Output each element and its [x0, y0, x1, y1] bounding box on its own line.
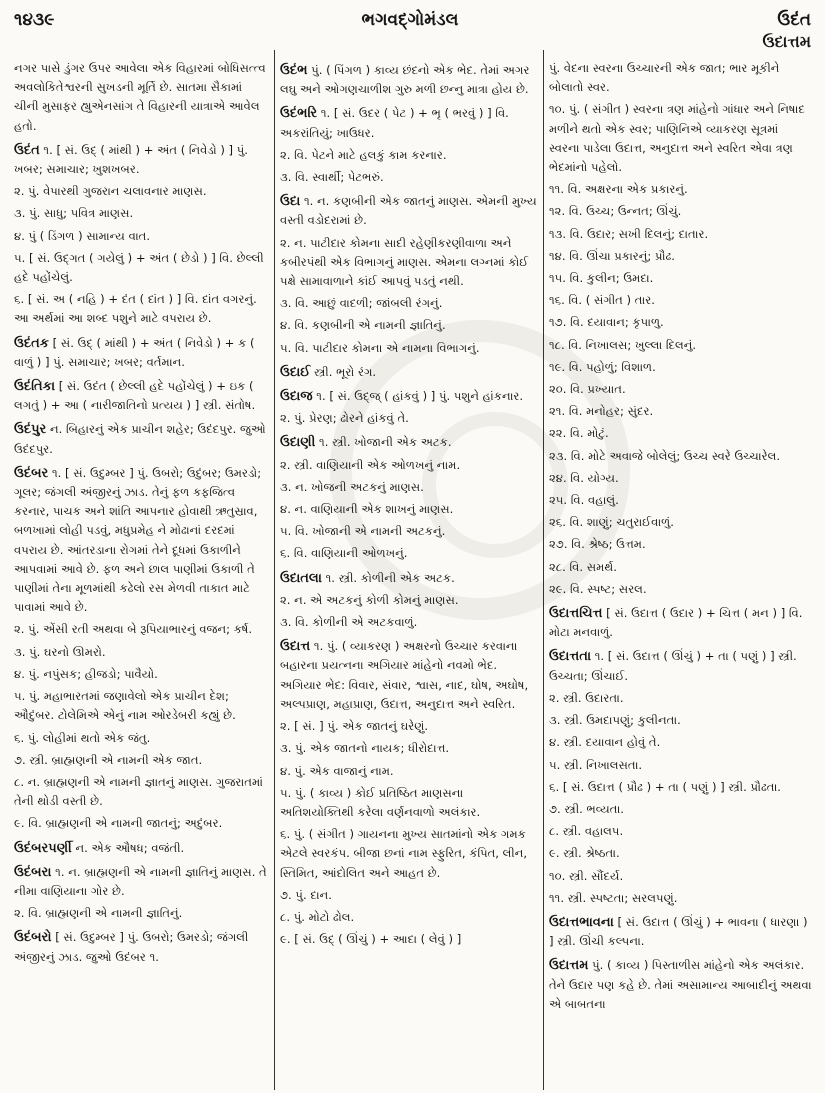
headword: ઉદંબરપર્ણી — [14, 840, 72, 856]
definition-text: ૧. સ્ત્રી. કોળીની એક અટક. — [325, 570, 455, 585]
definition-text: ૬. પું. લોહીમાં થતો એક જંતુ. — [14, 730, 151, 745]
definition-text: ૯. સ્ત્રી. શ્રેષ્ઠતા. — [549, 846, 620, 861]
headword: ઉદાણી — [280, 435, 316, 451]
entry-sense — [549, 180, 812, 199]
headword: ઉદંતક — [14, 335, 49, 351]
definition-text: ૧. [ સં. ઉદુમ્બર ] પું. ઉબરો; ઉદુંબર; ઉમરડો; ગૂલર; જંગલી અંજીરનું ઝાડ. તેનું ફળ કફજિત્વ કરનાર, પાચક અને શાંતિ આપનાર હોવાથી ઋતુસ્રાવ, બળખામાં લોહી પડવું, મધુપ્રમેહ ને મોઢાનાં દરદમાં વપરાય છે. આંતરડાના રોગમાં તેને દૂધમાં ઉકાળીને આપવામાં આવે છે. ફળ અને છાલ પાણીમાં ઉકાળી તે પાણીમાં તેના મૂળમાંથી કઢેલો રસ મેળવી તાકાત માટે પાવામાં આવે છે. — [14, 465, 262, 615]
headword: ઉદાત્ત — [280, 639, 311, 655]
dictionary-entry — [14, 420, 270, 458]
entry-sense — [14, 904, 270, 923]
definition-text: ૧. [ સં. ઉદ્ ( માંથી ) + અંત ( નિવેડો ) ] પું. ખબર; સમાચાર; ખુશખબર. — [14, 142, 248, 177]
dictionary-entry — [280, 387, 538, 406]
definition-text: ન. એક ઔષધ; વજંતી. — [75, 840, 185, 855]
definition-text: ૨૦. વિ. પ્રખ્યાત. — [549, 382, 626, 397]
definition-text: ૪. પું. નપુંસક; હીજડો; પાવૈયો. — [14, 666, 158, 681]
entry-sense — [280, 717, 538, 736]
entry-sense — [549, 59, 812, 97]
dictionary-entry — [549, 956, 812, 1014]
entry-sense — [280, 500, 538, 519]
dictionary-entry — [280, 637, 538, 714]
definition-text: ૧. ન. બ્રાહ્મણની એ નામની જ્ઞાતિનું માણસ. તે નીમા વાણિયાના ગોર છે. — [14, 864, 267, 898]
entry-sense — [14, 665, 270, 684]
definition-text: ૨. સ્ત્રી. ઉદારતા. — [549, 690, 624, 705]
entry-sense — [14, 751, 270, 770]
definition-text: ૨. ન. પાટીદાર કોમના સાદી રહેણીકરણીવાળા અને કબીરપંથી એક વિભાગનું માણસ. એમના લગ્નમાં કોઈ પક્ષે સામાવાળાને કાંઈ આપવું પડતું નથી. — [280, 235, 529, 289]
definition-text: ૬. વિ. વાણિયાની ઓળખનું. — [280, 546, 408, 561]
headword: ઉદાત્તચિત્ત — [549, 606, 603, 622]
entry-sense — [549, 469, 812, 488]
definition-text: ૧. સ્ત્રી. ખોજાની એક અટક. — [319, 435, 452, 450]
dictionary-entry — [280, 433, 538, 452]
definition-text: ૧૬. વિ. ( સંગીત ) તાર. — [549, 293, 655, 308]
definition-text: ૨૮. વિ. સમર્થ. — [549, 559, 617, 574]
dictionary-entry — [549, 604, 812, 642]
dictionary-entry — [14, 141, 270, 179]
entry-sense — [549, 800, 812, 819]
definition-text: ૨૬. વિ. શાણું; ચતુરાઈવાળું. — [549, 515, 674, 530]
entry-sense — [280, 339, 538, 358]
definition-text: ૧૨. વિ. ઉચ્ચ; ઉન્નત; ઊંચું. — [549, 204, 682, 219]
definition-text: ન. બિહારનું એક પ્રાચીન શહેર; ઉદંદપુર. જુઓ ઉદંદપુર. — [14, 422, 266, 456]
entry-sense — [280, 825, 538, 883]
dictionary-entry — [14, 928, 270, 966]
entry-sense — [14, 204, 270, 223]
definition-text: ૬. [ સં. ઉદાત્ત ( પ્રૌઢ ) + તા ( પણું ) ] સ્ત્રી. પ્રૌઢતા. — [549, 779, 781, 794]
entry-sense — [549, 402, 812, 421]
definition-text: ૧૦. સ્ત્રી. સૌંદર્ય. — [549, 868, 624, 883]
definition-text: ૮. ન. બ્રાહ્મણની એ નામની જ્ઞાતનું માણસ. ગુજરાતમાં તેની થોડી વસ્તી છે. — [14, 774, 263, 809]
definition-text: ૮. પું. મોટો ઢોલ. — [280, 909, 355, 924]
definition-text: ૪. વિ. કણબીની એ નામની જ્ઞાતિનું. — [280, 318, 446, 333]
definition-text: ૨. પું. એંસી રતી અથવા બે રૂપિયાભારનું વજન; કર્ષ. — [14, 622, 253, 637]
definition-text: ૩. ન. ખોજની અટકનું માણસ. — [280, 479, 424, 494]
entry-sense — [549, 380, 812, 399]
dictionary-entry — [280, 363, 538, 382]
entry-sense — [14, 773, 270, 811]
entry-sense — [280, 591, 538, 610]
column-2 — [280, 56, 538, 1090]
page-title: ભગવદ્ગોમંડલ — [361, 10, 459, 30]
definition-text: ૨૯. વિ. સ્પષ્ટ; સરલ. — [549, 581, 647, 596]
definition-text: ૧. [ સં. ઉદાત્ત ( ઊંચું ) + તા ( પણું ) ] સ્ત્રી. ઉચ્ચતા; ઊંચાઈ. — [549, 649, 797, 683]
entry-sense — [280, 784, 538, 822]
definition-text: ૧૦. પું. ( સંગીત ) સ્વરના ત્રણ માંહેનો ગાંધાર અને નિષાદ મળીને થતો એક સ્વર; પાણિનિએ વ્યાકરણ સૂત્રમાં સ્વરના પાડેલા ઉદાત્ત, અનુદાત્ત અને સ્વરિત એવા ત્રણ ભેદમાંનો પહેલો. — [549, 102, 805, 175]
entry-sense — [280, 168, 538, 187]
definition-text: ૪. ન. વાણિયાની એક શાખનું માણસ. — [280, 502, 454, 517]
definition-text: ૨. સ્ત્રી. વાણિયાની એક ઓળખનું નામ. — [280, 457, 461, 472]
dictionary-entry — [549, 913, 812, 951]
entry-sense — [14, 643, 270, 662]
entry-sense — [14, 249, 270, 287]
entry-sense — [549, 336, 812, 355]
definition-text: ૩. વિ. આછું વાદળી; જાંબલી રંગનું. — [280, 296, 443, 311]
dictionary-entry — [14, 377, 270, 415]
entry-sense — [549, 778, 812, 797]
entry-sense — [549, 225, 812, 244]
page-header — [0, 0, 825, 58]
entry-sense — [280, 930, 538, 949]
definition-text: ૧૧. વિ. અક્ષરના એક પ્રકારનું. — [549, 182, 688, 197]
entry-sense — [14, 729, 270, 748]
headword: ઉદંભ — [280, 63, 308, 78]
entry-sense — [549, 535, 812, 554]
entry-sense — [280, 886, 538, 905]
definition-text: ૬. પું. ( સંગીત ) ગાયનના મુખ્ય સાતમાંનો એક ગમક એટલે સ્વરકંપ. બીજા છનાં નામ સ્ફુરિત, કંપિત, લીન, સ્તિમિત, આંદોલિત અને આહત છે. — [280, 827, 528, 880]
definition-text: ૧૯. વિ. પહોળું; વિશાળ. — [549, 359, 656, 374]
entry-sense — [549, 100, 812, 177]
definition-text: ૧. [ સં. ઉદર ( પેટ ) + ભૃ ( ભરવું ) ] વિ. અકરાંતિયું; ખાઉધર. — [280, 106, 509, 140]
definition-text: ૫. વિ. પાટીદાર કોમના એ નામના વિભાગનું. — [280, 340, 480, 355]
entry-sense — [280, 908, 538, 927]
definition-text: [ સં. ઉદુમ્બર ] પું. ઉબરો; ઉમરડો; જંગલી અંજીરનું ઝાડ. જુઓ ઉદંબર ૧. — [14, 930, 249, 964]
definition-text: ૧૮. વિ. નિખાલસ; ખુલ્લા દિલનું. — [549, 337, 697, 352]
definition-text: ૨૫. વિ. વહાલું. — [549, 493, 619, 508]
entry-sense — [549, 867, 812, 886]
entry-sense — [549, 291, 812, 310]
column-3 — [549, 56, 812, 1090]
definition-text: ૧૪. વિ. ઊંચા પ્રકારનું; પ્રૌઢ. — [549, 248, 675, 263]
definition-text: નગર પાસે ડુંગર ઉપર આવેલા એક વિહારમાં બોધિસત્ત્વ અવલોકિતેશ્વરની સુખડની મૂર્તિ છે. સાતમા સૈકામાં ચીની મુસાફર હ્યુએનસાંગ તે વિહારની યાત્રાએ આવેલ હતો. — [14, 61, 266, 133]
entry-sense — [280, 544, 538, 563]
page-number: ૧૪૩૯ — [14, 10, 55, 30]
definition-text: ૨. પું. પ્રેરણ; ઢોરને હાંકવું તે. — [280, 411, 409, 426]
entry-sense — [280, 613, 538, 632]
definition-text: ૨૭. વિ. શ્રેષ્ઠ; ઉત્તમ. — [549, 537, 646, 552]
definition-text: ૨. વિ. બ્રાહ્મણની એ નામની જ્ઞાતિનું. — [14, 906, 183, 921]
headword: ઉદંબરો — [14, 930, 52, 946]
definition-text: ૭. પું. દાન. — [280, 887, 332, 902]
entry-sense — [280, 294, 538, 313]
entry-sense — [549, 447, 812, 466]
entry-sense — [549, 313, 812, 332]
entry-sense — [280, 146, 538, 165]
entry-sense — [280, 456, 538, 475]
dictionary-entry — [14, 839, 270, 858]
entry-sense — [549, 822, 812, 841]
entry-sense — [14, 687, 270, 725]
headword: ઉદંબર — [14, 465, 49, 481]
definition-text: ૧. ન. કણબીની એક જાતનું માણસ. એમની મુખ્ય વસ્તી વડોદરામાં છે. — [280, 194, 537, 228]
definition-text: ૩. પું. ઘરનો ઊમરો. — [14, 644, 106, 659]
definition-text: ૯. [ સં. ઉદ્ ( ઊંચું ) + આદા ( લેવું ) ] — [280, 932, 462, 947]
definition-text: ૨૧. વિ. મનોહર; સુંદર. — [549, 404, 654, 419]
guide-word-secondary: ઉદાત્તમ — [762, 32, 811, 51]
definition-text: ૭. સ્ત્રી. ભવ્યતા. — [549, 801, 624, 816]
entry-sense — [280, 234, 538, 292]
definition-text: ૫. સ્ત્રી. નિખાલસતા. — [549, 757, 643, 772]
headword: ઉદાઈ — [280, 364, 311, 380]
dictionary-entry — [14, 863, 270, 901]
dictionary-entry — [280, 192, 538, 230]
definition-text: [ સં. ઉદાત્ત ( ઊંચું ) + ભાવના ( ધારણા ) ] સ્ત્રી. ઊંચી કલ્પના. — [549, 914, 808, 949]
entry-sense — [549, 424, 812, 443]
definition-text: ૧. પું. ( વ્યાકરણ ) અક્ષરનો ઉચ્ચાર કરવાના બહારના પ્રયત્નના અગિયાર માંહેનો નવમો ભેદ. અગિયાર ભેદ: વિવાર, સંવાર, શ્વાસ, નાદ, ઘોષ, અઘોષ, અલ્પપ્રાણ, મહાપ્રાણ, ઉદાત્ત, અનુદાત્ત અને સ્વરિત. — [280, 639, 529, 711]
headword: ઉદા — [280, 194, 301, 210]
headword: ઉદાજ — [280, 389, 313, 405]
definition-text: સ્ત્રી. ભૂરો રંગ. — [314, 364, 377, 379]
definition-text: [ સં. ઉદંત ( છેલ્લી હદે પહોંચેલું ) + ઇક ( લગતું ) + આ ( નારીજાતિનો પ્રત્યય ) ] સ્ત્રી. સંતોષ. — [14, 379, 256, 413]
definition-text: ૧૫. વિ. કુલીન; ઉમદા. — [549, 271, 654, 286]
definition-text: ૩. સ્ત્રી. ઉમદાપણું; કુલીનતા. — [549, 713, 681, 728]
entry-sense — [14, 182, 270, 201]
definition-text: ૨૩. વિ. મોટે અવાજે બોલેલું; ઉચ્ચ સ્વરે ઉચ્ચારેલ. — [549, 448, 781, 463]
entry-sense — [280, 739, 538, 758]
entry-sense — [280, 522, 538, 541]
dictionary-entry — [280, 569, 538, 588]
definition-text: ૫. વિ. ખોજાની એ નામની અટકનું. — [280, 524, 446, 539]
definition-text: ૨. ન. એ અટકનું કોળી કોમનું માણસ. — [280, 592, 459, 607]
definition-text: પું. વેદના સ્વરના ઉચ્ચારની એક જાત; ભાર મૂકીને બોલાતો સ્વર. — [549, 61, 780, 95]
definition-text: ૨. પું. વેપારથી ગુજરાન ચલાવનાર માણસ. — [14, 184, 207, 199]
definition-text: ૩. પું. એક જાતનો નાયક; ધીરોદાત્ત. — [280, 741, 450, 756]
entry-sense — [549, 711, 812, 730]
entry-sense — [14, 620, 270, 639]
definition-text: ૩. પું. સાધુ; પવિત્ર માણસ. — [14, 206, 134, 221]
definition-text: ૧૩. વિ. ઉદાર; સખી દિલનું; દાતાર. — [549, 226, 709, 241]
definition-text: ૩. વિ. સ્વાર્થી; પેટભરું. — [280, 170, 384, 185]
entry-sense — [280, 409, 538, 428]
headword: ઉદાતલા — [280, 570, 322, 586]
definition-text: [ સં. ઉદાત્ત ( ઉદાર ) + ચિત્ત ( મન ) ] વિ. મોટા મનવાળું. — [549, 606, 803, 640]
entry-sense — [549, 689, 812, 708]
definition-text: ૬. [ સં. અ ( નહિ ) + દંત ( દાંત ) ] વિ. દાંત વગરનું. આ અર્થમાં આ શબ્દ પશુને માટે વપરાય છે. — [14, 292, 257, 326]
definition-text: ૪. સ્ત્રી. દયાવાન હોવું તે. — [549, 735, 661, 750]
definition-text: ૭. સ્ત્રી. બ્રાહ્મણની એ નામની એક જાત. — [14, 752, 203, 767]
definition-text: ૫. પું. મહાભારતમાં જણાવેલો એક પ્રાચીન દેશ; ઔદુંબર. ટોલેમિએ એનું નામ ઓરડેબરી કહ્યું છે. — [14, 689, 236, 723]
entry-sense — [549, 358, 812, 377]
entry-sense — [549, 247, 812, 266]
definition-text: ૧. [ સં. ઉદ્જ્ ( હાંકવું ) ] પું. પશુને હાંકનાર. — [316, 389, 524, 404]
entry-sense — [549, 844, 812, 863]
dictionary-entry — [549, 647, 812, 685]
dictionary-entry — [14, 334, 270, 372]
dictionary-entry — [280, 104, 538, 142]
definition-text: ૨૨. વિ. મોટું. — [549, 426, 609, 441]
definition-text: ૨. [ સં. ] પું. એક જાતનું ઘરેણું. — [280, 719, 429, 734]
definition-text: ૧૭. વિ. દયાવાન; કૃપાળુ. — [549, 315, 664, 330]
entry-sense — [549, 269, 812, 288]
column-1 — [14, 56, 270, 1090]
headword: ઉદંપુર — [14, 422, 47, 438]
entry-sense — [549, 558, 812, 577]
entry-sense — [549, 491, 812, 510]
headword: ઉદંબરા — [14, 864, 52, 880]
entry-sense — [14, 290, 270, 328]
definition-text: ૧૧. સ્ત્રી. સ્પષ્ટતા; સરલપણું. — [549, 890, 678, 905]
entry-sense — [280, 316, 538, 335]
entry-sense — [549, 889, 812, 908]
entry-sense — [549, 756, 812, 775]
definition-text: ૨૪. વિ. યોગ્ય. — [549, 470, 619, 485]
entry-sense — [549, 513, 812, 532]
headword: ઉદંભરિ — [280, 106, 318, 122]
entry-sense — [549, 202, 812, 221]
entry-sense — [549, 733, 812, 752]
definition-text: ૯. વિ. બ્રાહ્મણની એ નામની જાતનું; અદુંબર. — [14, 816, 223, 831]
definition-text: ૮. સ્ત્રી. વહાલપ. — [549, 824, 624, 839]
definition-text: ૪. પું. એક વાજાનું નામ. — [280, 763, 394, 778]
definition-text: ૫. [ સં. ઉદ્ગત ( ગયેલું ) + અંત ( છેડો ) ] વિ. છેલ્લી હદે પહોંચેલું. — [14, 250, 264, 285]
entry-sense — [14, 59, 270, 136]
guide-word: ઉદંત — [777, 10, 811, 30]
definition-text: પું. ( કાવ્ય ) પિસ્તાળીસ માંહેનો એક અલંકાર. તેને ઉદાર પણ કહે છે. તેમાં અસામાન્ય આબાદીનું અથવા એ બાબતના — [549, 958, 812, 1011]
headword: ઉદાત્તતા — [549, 649, 592, 665]
entry-sense — [280, 478, 538, 497]
entry-sense — [14, 227, 270, 246]
entry-sense — [14, 814, 270, 833]
entry-sense — [280, 762, 538, 781]
column-divider — [274, 50, 275, 1090]
entry-sense — [549, 580, 812, 599]
definition-text: ૫. પું. ( કાવ્ય ) કોઈ પ્રતિષ્ઠિત માણસના અતિશયોક્તિથી કરેલા વર્ણનવાળો અલંકાર. — [280, 785, 481, 819]
definition-text: પું. ( પિંગળ ) કાવ્ય છંદનો એક ભેદ. તેમાં અગર લઘુ અને ઓગણચાળીશ ગુરુ મળી છન્નુ માત્રા હોય છે. — [280, 63, 530, 97]
headword: ઉદંત — [14, 142, 40, 158]
definition-text: ૩. વિ. કોળીની એ અટકવાળું. — [280, 615, 418, 630]
definition-text: [ સં. ઉદ્ ( માંથી ) + અંત ( નિવેડો ) + ક ( વાળું ) ] પું. સમાચાર; ખબર; વર્તમાન. — [14, 335, 255, 369]
headword: ઉદાત્તભાવના — [549, 914, 614, 930]
dictionary-entry — [280, 61, 538, 99]
dictionary-entry — [14, 464, 270, 618]
column-divider — [543, 50, 544, 1090]
definition-text: ૨. વિ. પેટને માટે હલકું કામ કરનાર. — [280, 147, 447, 162]
headword: ઉદંતિકા — [14, 379, 56, 395]
definition-text: ૪. પું ( ડિંગળ ) સામાન્ય વાત. — [14, 228, 151, 243]
headword: ઉદાત્તમ — [549, 958, 589, 974]
